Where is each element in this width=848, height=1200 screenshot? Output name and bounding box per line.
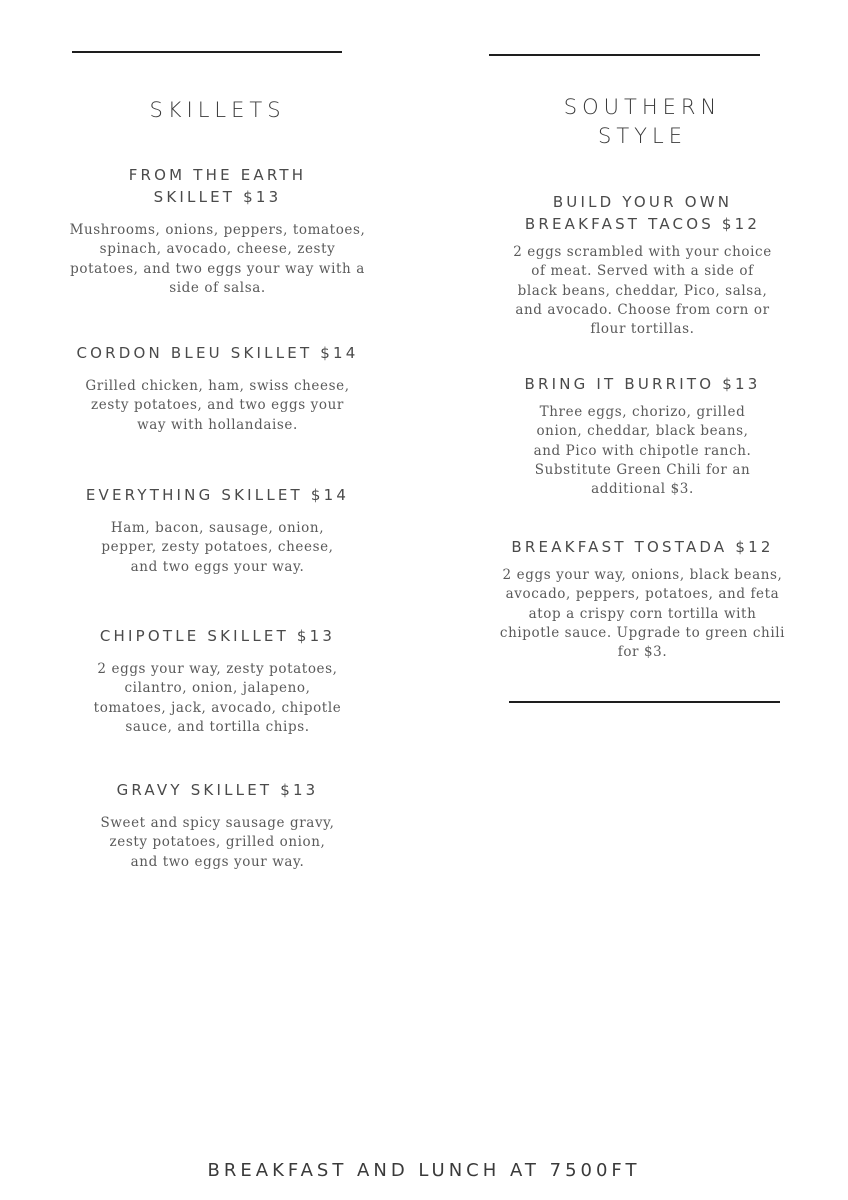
- item-description: 2 eggs your way, onions, black beans, avocado, peppers, potatoes, and feta atop a crispy corn tortilla with chipotle sauce. Upgrade to green chili for $3.: [499, 567, 786, 661]
- menu-item: [40, 484, 395, 577]
- item-title: FROM THE EARTH SKILLET $13: [128, 166, 307, 206]
- menu-item: [40, 779, 395, 872]
- right-bottom-divider: [509, 701, 780, 703]
- item-title: BUILD YOUR OWN BREAKFAST TACOS $12: [524, 193, 761, 233]
- item-description: Sweet and spicy sausage gravy, zesty potatoes, grilled onion, and two eggs your way.: [100, 815, 335, 870]
- item-title: GRAVY SKILLET $13: [116, 781, 319, 799]
- footer-tagline: BREAKFAST AND LUNCH AT 7500FT: [207, 1160, 641, 1181]
- menu-item: [40, 342, 395, 435]
- item-description: Three eggs, chorizo, grilled onion, cheddar, black beans, and Pico with chipotle ranch. Substitute Green Chili for an additional $3.: [533, 404, 752, 498]
- menu-item: [40, 625, 395, 737]
- item-title: BRING IT BURRITO $13: [524, 375, 761, 393]
- item-description: 2 eggs your way, zesty potatoes, cilantro, onion, jalapeno, tomatoes, jack, avocado, chipotle sauce, and tortilla chips.: [93, 661, 342, 735]
- southern-style-column: [455, 0, 830, 700]
- item-title: BREAKFAST TOSTADA $12: [511, 538, 774, 556]
- item-description: Grilled chicken, ham, swiss cheese, zesty potatoes, and two eggs your way with hollandaise.: [85, 378, 350, 433]
- item-description: Mushrooms, onions, peppers, tomatoes, spinach, avocado, cheese, zesty potatoes, and two eggs your way with a side of salsa.: [69, 222, 366, 296]
- skillets-column: [40, 0, 395, 900]
- menu-item: [455, 191, 830, 339]
- menu-item: [455, 536, 830, 662]
- item-description: 2 eggs scrambled with your choice of meat. Served with a side of black beans, cheddar, Pico, salsa, and avocado. Choose from corn or flour tortillas.: [513, 244, 772, 338]
- section-title-southern-style: SOUTHERN STYLE: [563, 95, 722, 148]
- item-title: CORDON BLEU SKILLET $14: [76, 344, 359, 362]
- item-description: Ham, bacon, sausage, onion, pepper, zesty potatoes, cheese, and two eggs your way.: [101, 520, 334, 575]
- menu-item: [40, 164, 395, 298]
- item-title: CHIPOTLE SKILLET $13: [99, 627, 336, 645]
- item-title: EVERYTHING SKILLET $14: [85, 486, 350, 504]
- section-title-skillets: SKILLETS: [149, 98, 286, 122]
- menu-item: [455, 373, 830, 499]
